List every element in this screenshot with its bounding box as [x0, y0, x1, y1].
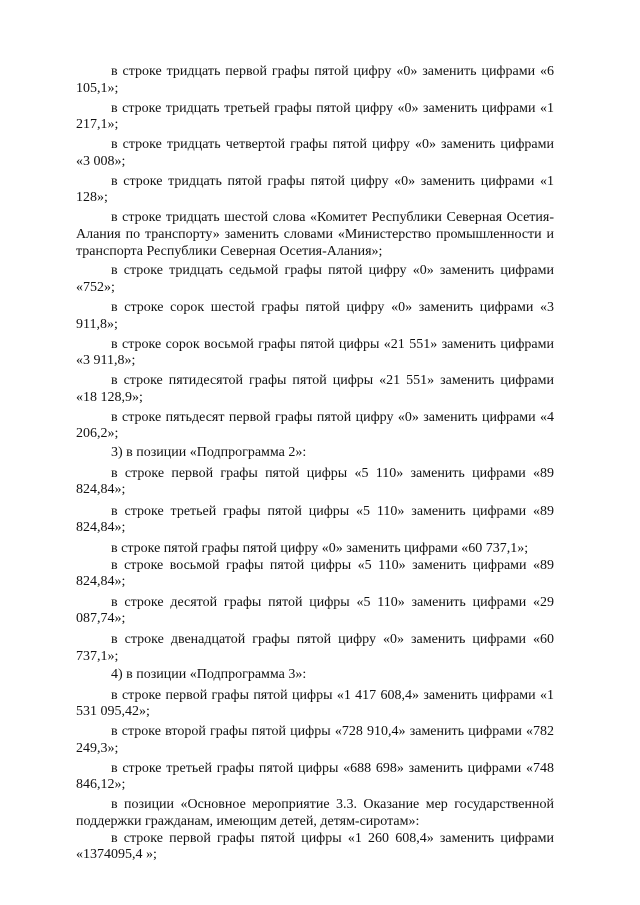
paragraph: в строке десятой графы пятой цифры «5 110» заменить цифрами «29 087,74»;: [76, 594, 554, 627]
paragraph: в строке двенадцатой графы пятой цифру «0» заменить цифрами «60 737,1»;: [76, 631, 554, 664]
paragraph: в строке первой графы пятой цифры «1 417 608,4» заменить цифрами «1 531 095,42»;: [76, 687, 554, 720]
paragraph: в строке тридцать первой графы пятой цифру «0» заменить цифрами «6 105,1»;: [76, 64, 554, 96]
paragraph: в строке третьей графы пятой цифры «688 698» заменить цифрами «748 846,12»;: [76, 760, 554, 793]
document-body: [76, 64, 554, 864]
paragraph: в строке сорок восьмой графы пятой цифры «21 551» заменить цифрами «3 911,8»;: [76, 336, 554, 369]
paragraph: в строке тридцать четвертой графы пятой цифру «0» заменить цифрами «3 008»;: [76, 137, 554, 169]
paragraph: в строке первой графы пятой цифры «1 260 608,4» заменить цифрами «1374095,4 »;: [76, 830, 554, 863]
paragraph: в строке тридцать шестой слова «Комитет Республики Северная Осетия-Алания по транспорту» заменить словами «Министерство промышленности и транспорта Республики Северная Осетия-Алания»;: [76, 210, 554, 259]
paragraph: в строке первой графы пятой цифры «5 110» заменить цифрами «89 824,84»;: [76, 465, 554, 498]
paragraph: в позиции «Основное мероприятие 3.3. Оказание мер государственной поддержки гражданам, имеющим детей, детям-сиротам»:: [76, 797, 554, 830]
paragraph: 4) в позиции «Подпрограмма 3»:: [111, 667, 307, 683]
paragraph: в строке тридцать седьмой графы пятой цифру «0» заменить цифрами «752»;: [76, 263, 554, 296]
paragraph: 3) в позиции «Подпрограмма 2»:: [111, 444, 307, 460]
paragraph: в строке тридцать третьей графы пятой цифру «0» заменить цифрами «1 217,1»;: [76, 100, 554, 133]
paragraph: в строке сорок шестой графы пятой цифру «0» заменить цифрами «3 911,8»;: [76, 300, 554, 332]
paragraph: в строке пятидесятой графы пятой цифры «21 551» заменить цифрами «18 128,9»;: [76, 373, 554, 405]
paragraph: в строке третьей графы пятой цифры «5 110» заменить цифрами «89 824,84»;: [76, 503, 554, 536]
paragraph: в строке пятьдесят первой графы пятой цифру «0» заменить цифрами «4 206,2»;: [76, 409, 554, 442]
paragraph: в строке восьмой графы пятой цифры «5 110» заменить цифрами «89 824,84»;: [76, 557, 554, 590]
paragraph: в строке пятой графы пятой цифру «0» заменить цифрами «60 737,1»;: [111, 540, 529, 556]
paragraph: в строке тридцать пятой графы пятой цифру «0» заменить цифрами «1 128»;: [76, 173, 554, 206]
paragraph: в строке второй графы пятой цифры «728 910,4» заменить цифрами «782 249,3»;: [76, 724, 554, 756]
